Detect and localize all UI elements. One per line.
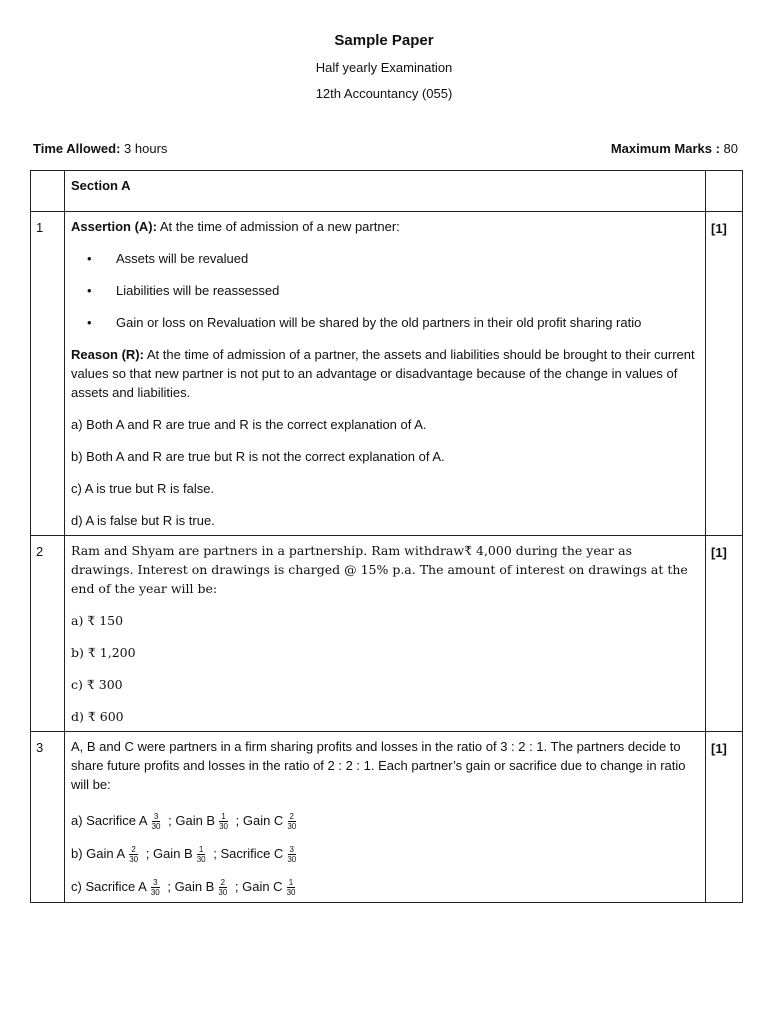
question-number: 2 [31, 536, 65, 732]
bullet-item: • Liabilities will be reassessed [71, 281, 697, 300]
question-number: 1 [31, 212, 65, 536]
question-marks: [1] [706, 212, 743, 536]
option-b: b) ₹ 1,200 [71, 645, 136, 660]
fraction: $\frac{1}{30}$ [219, 812, 228, 832]
option-b: b) Gain A $\frac{2}{30}$ ; Gain B $\frac{1}{30}$ ; Sacrifice C $\frac{3}{30}$ [71, 845, 297, 865]
fraction: $\frac{3}{30}$ [287, 845, 297, 865]
fraction: $\frac{2}{30}$ [218, 878, 228, 898]
question-body [65, 212, 706, 536]
paper-header [0, 30, 768, 101]
time-allowed: Time Allowed: 3 hours [33, 141, 168, 156]
maximum-marks: Maximum Marks : 80 [610, 141, 738, 156]
option-c: c) Sacrifice A $\frac{3}{30}$ ; Gain B $\frac{2}{30}$ ; Gain C $\frac{1}{30}$ [71, 878, 296, 898]
option-c: c) A is true but R is false. [71, 481, 215, 496]
subject-name: 12th Accountancy (055) [315, 86, 453, 101]
fraction: $\frac{1}{30}$ [286, 878, 296, 898]
question-number: 3 [31, 732, 65, 903]
question-row [31, 212, 743, 536]
question-row [31, 536, 743, 732]
section-row [31, 171, 743, 212]
bullet-item: • Gain or loss on Revaluation will be shared by the old partners in their old profit sharing ratio [71, 313, 697, 332]
fraction: $\frac{3}{30}$ [151, 812, 161, 832]
question-row [31, 732, 743, 903]
paper-title: Sample Paper [334, 32, 434, 49]
option-d: d) ₹ 600 [71, 709, 124, 724]
fraction: $\frac{1}{30}$ [196, 845, 206, 865]
question-body [65, 536, 706, 732]
section-label: Section A [65, 171, 706, 212]
option-a: a) ₹ 150 [71, 613, 124, 628]
option-a: a) Both A and R are true and R is the correct explanation of A. [71, 417, 427, 432]
question-text: A, B and C were partners in a firm sharing profits and losses in the ratio of 3 : 2 : 1. The partners decide to share future profits and losses in the ratio of 2 : 2 : 1. Each partner’s gain or sacrifice due to change in ratio will be: [71, 739, 686, 792]
question-marks: [1] [706, 732, 743, 903]
assertion: Assertion (A): At the time of admission of a new partner: [71, 219, 400, 234]
question-marks: [1] [706, 536, 743, 732]
fraction: $\frac{2}{30}$ [287, 812, 297, 832]
exam-name: Half yearly Examination [315, 60, 453, 75]
option-c: c) ₹ 300 [71, 677, 123, 692]
bullet-item: • Assets will be revalued [71, 249, 697, 268]
fraction: $\frac{3}{30}$ [150, 878, 160, 898]
exam-meta [33, 141, 738, 156]
option-d: d) A is false but R is true. [71, 513, 215, 528]
question-table [30, 170, 743, 903]
option-a: a) Sacrifice A $\frac{3}{30}$ ; Gain B $\frac{1}{30}$ ; Gain C $\frac{2}{30}$ [71, 812, 297, 832]
question-body [65, 732, 706, 903]
fraction: $\frac{2}{30}$ [129, 845, 139, 865]
assertion-bullets [71, 249, 697, 332]
reason: Reason (R): At the time of admission of a partner, the assets and liabilities should be brought to their current values so that new partner is not put to an advantage or disadvantage because of the change in values of assets and liabilities. [71, 347, 695, 400]
question-text: Ram and Shyam are partners in a partnership. Ram withdraw₹ 4,000 during the year as drawings. Interest on drawings is charged @ 15% p.a. The amount of interest on drawings at the end of the year will be: [71, 543, 688, 596]
option-b: b) Both A and R are true but R is not the correct explanation of A. [71, 449, 445, 464]
